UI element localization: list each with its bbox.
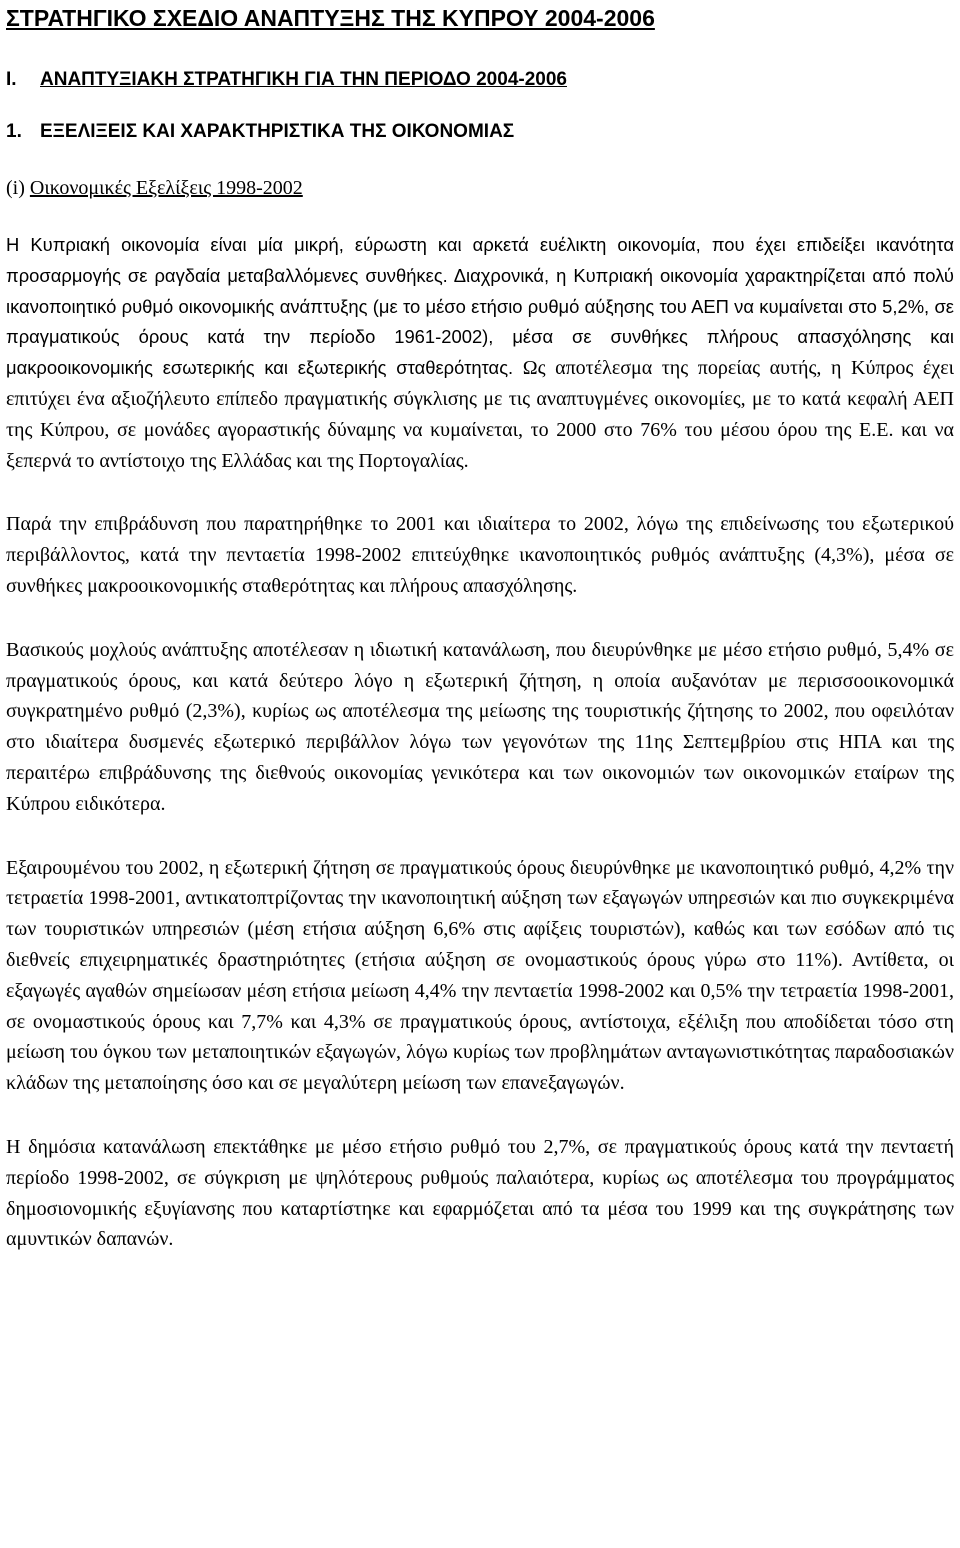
subsection-heading: [6, 119, 954, 145]
subsection-title: ΕΞΕΛΙΞΕΙΣ ΚΑΙ ΧΑΡΑΚΤΗΡΙΣΤΙΚΑ ΤΗΣ ΟΙΚΟΝΟΜΙΑΣ: [40, 121, 515, 142]
paragraph-1-serif-part: Ως αποτέλεσμα της πορείας αυτής, η Κύπρος έχει επιτύχει ένα αξιοζήλευτο επίπεδο πραγματικής σύγκλισης με τις αναπτυγμένες οικονομίες, με το κατά κεφαλή ΑΕΠ της Κύπρου, σε μονάδες αγοραστικής δύναμης να κυμαίνεται, το 2000 στο 76% του μέσου όρου της Ε.Ε. και να ξεπερνά το αντίστοιχο της Ελλάδας και της Πορτογαλίας.: [6, 357, 954, 472]
paragraph-1: [6, 230, 954, 476]
subheading: [6, 175, 954, 201]
section-heading: [6, 67, 954, 93]
subheading-number: (i): [6, 177, 25, 199]
paragraph-3: Βασικούς μοχλούς ανάπτυξης αποτέλεσαν η ιδιωτική κατανάλωση, που διευρύνθηκε με μέσο ετήσιο ρυθμό, 5,4% σε πραγματικούς όρους, και κατά δεύτερο λόγο η εξωτερική ζήτηση, η οποία αυξανόταν με περισσοοικονομικά συγκρατημένο ρυθμό (2,3%), κυρίως ως αποτέλεσμα της μείωσης της τουριστικής ζήτησης το 2002, που οφειλόταν στο ιδιαίτερα δυσμενές εξωτερικό περιβάλλον λόγω των γεγονότων της 11ης Σεπτεμβρίου στις ΗΠΑ και της περαιτέρω επιβράδυνσης της διεθνούς οικονομίας γενικότερα και των οικονομιών των οικονομικών εταίρων της Κύπρου ειδικότερα.: [6, 638, 954, 815]
subheading-title: Οικονομικές Εξελίξεις 1998-2002: [29, 177, 303, 199]
section-number: I.: [6, 69, 17, 90]
paragraph-5: Η δημόσια κατανάλωση επεκτάθηκε με μέσο ετήσιο ρυθμό του 2,7%, σε πραγματικούς όρους κατά την πενταετή περίοδο 1998-2002, σε σύγκριση με ψηλότερους ρυθμούς παλαιότερα, κυρίως ως αποτέλεσμα του προγράμματος δημοσιονομικής εξυγίανσης που καταρτίστηκε και εφαρμόζεται από τα μέσα του 1999 και της συγκράτησης των αμυντικών δαπανών.: [6, 1135, 954, 1251]
document-title: ΣΤΡΑΤΗΓΙΚΟ ΣΧΕΔΙΟ ΑΝΑΠΤΥΞΗΣ ΤΗΣ ΚΥΠΡΟΥ 2004-2006: [6, 5, 655, 31]
subsection-number: 1.: [6, 121, 22, 142]
document-page: [0, 3, 960, 1548]
paragraph-2: Παρά την επιβράδυνση που παρατηρήθηκε το 2001 και ιδιαίτερα το 2002, λόγω της επιδείνωσης του εξωτερικού περιβάλλοντος, κατά την πενταετία 1998-2002 επιτεύχθηκε ικανοποιητικός ρυθμός ανάπτυξης (4,3%), μέσα σε συνθήκες μακροοικονομικής σταθερότητας και πλήρους απασχόλησης.: [6, 513, 954, 597]
paragraph-4: Εξαιρουμένου του 2002, η εξωτερική ζήτηση σε πραγματικούς όρους διευρύνθηκε με ικανοποιητικό ρυθμό, 4,2% την τετραετία 1998-2001, αντικατοπτρίζοντας την ικανοποιητική αύξηση των εξαγωγών υπηρεσιών και πιο συγκεκριμένα των τουριστικών υπηρεσιών (μέση ετήσια αύξηση 6,6% στις αφίξεις τουριστών), καθώς και των εσόδων από τις διεθνείς επιχειρηματικές δραστηριότητες (ετήσια αύξηση σε ονομαστικούς όρους γύρω στο 11%). Αντίθετα, οι εξαγωγές αγαθών σημείωσαν μέση ετήσια μείωση 4,4% την πενταετία 1998-2002 και 0,5% την τετραετία 1998-2001, σε ονομαστικούς όρους και 7,7% και 4,3% σε πραγματικούς όρους, αντίστοιχα, εξέλιξη που αποδίδεται τόσο στη μείωση του όγκου των μεταποιητικών εξαγωγών, λόγω κυρίως των προβλημάτων ανταγωνιστικότητας παραδοσιακών κλάδων της μεταποίησης όσο και σε μεγαλύτερη μείωση των επανεξαγωγών.: [6, 856, 954, 1095]
paragraph-1-sans-part: Η Κυπριακή οικονομία είναι μία μικρή, εύρωστη και αρκετά ευέλικτη οικονομία, που έχει επιδείξει ικανότητα προσαρμογής σε ραγδαία μεταβαλλόμενες συνθήκες. Διαχρονικά, η Κυπριακή οικονομία χαρακτηρίζεται από πολύ ικανοποιητικό ρυθμό οικονομικής ανάπτυξης (με το μέσο ετήσιο ρυθμό αύξησης του ΑΕΠ να κυμαίνεται στο 5,2%, σε πραγματικούς όρους κατά την περίοδο 1961-2002), μέσα σε συνθήκες πλήρους απασχόλησης και μακροοικονομικής εσωτερικής και εξωτερικής σταθερότητας.: [6, 234, 954, 379]
section-title: ΑΝΑΠΤΥΞΙΑΚΗ ΣΤΡΑΤΗΓΙΚΗ ΓΙΑ ΤΗΝ ΠΕΡΙΟΔΟ 2004-2006: [40, 69, 567, 90]
